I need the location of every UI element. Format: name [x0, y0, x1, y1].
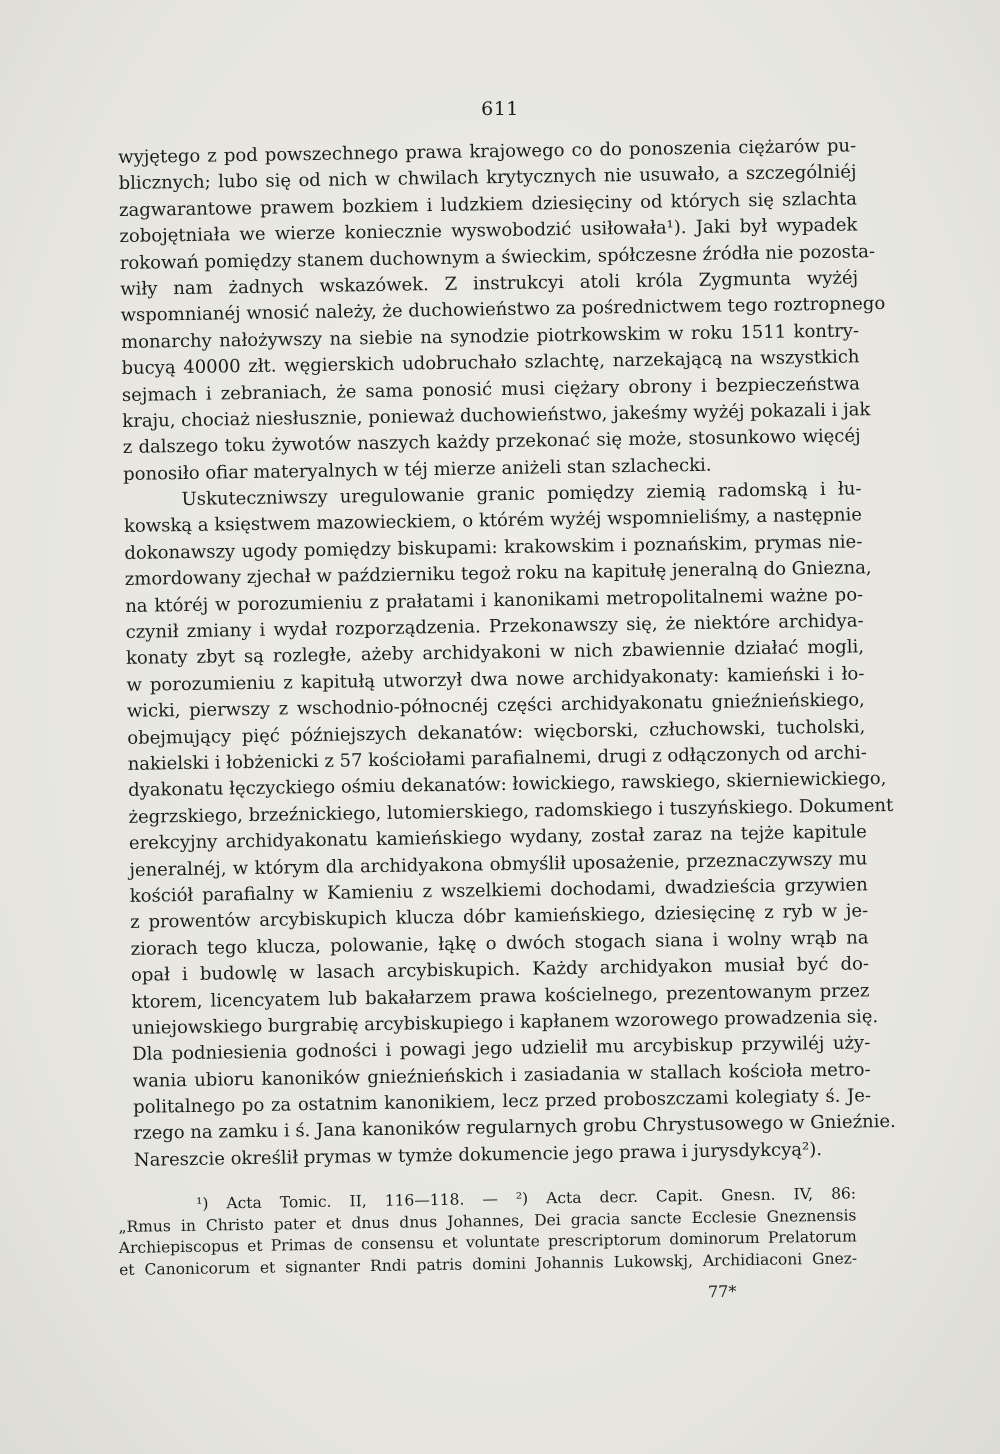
text-line: wyjętego z pod powszechnego prawa krajowego co do ponoszenia ciężarów pu- — [118, 135, 857, 168]
text-line: blicznych; lubo się od nich w chwilach krytycznych nie usuwało, a szczególniéj — [118, 161, 857, 195]
text-line: dokonawszy ugody pomiędzy biskupami: krakowskim i poznańskim, prymas nie- — [124, 531, 863, 564]
text-line: wicki, pierwszy z wschodnio-północnéj części archidyakonatu gnieźnieńskiego, — [126, 689, 865, 723]
text-line: żegrzskiego, brzeźnickiego, lutomierskiego, radomskiego i tuszyńskiego. Dokument — [128, 794, 894, 828]
text-line: czynił zmiany i wydał rozporządzenia. Przekonawszy się, że niektóre archidya- — [125, 610, 864, 643]
footnote-line: Archiepiscopus et Primas de consensu et voluntate prescriptorum dominorum Prelatorum — [118, 1227, 857, 1257]
text-line: konaty zbyt są rozległe, ażeby archidyakoni w nich zbawiennie działać mogli, — [125, 636, 865, 670]
text-line: zobojętniała we wierze koniecznie wyswobodzić usiłowała¹). Jaki był wypadek — [119, 214, 858, 248]
text-line: na któréj w porozumieniu z prałatami i kanonikami metropolitalnemi ważne po- — [125, 583, 864, 617]
text-line: Uskuteczniwszy uregulowanie granic pomiędzy ziemią radomską i łu- — [181, 478, 862, 511]
text-line: Nareszcie określił prymas w tymże dokumencie jego prawa i jurysdykcyą²). — [133, 1138, 823, 1171]
text-line: monarchy nałożywszy na siebie na synodzie piotrkowskim w roku 1511 kontry- — [120, 320, 860, 353]
text-line: zagwarantowe prawem bozkiem i ludzkiem dziesięciny od których się szlachta — [118, 188, 858, 221]
text-line: opał i budowlę w lasach arcybiskupich. Każdy archidyakon musiał być do- — [130, 953, 870, 987]
text-line: Dla podniesienia godności i powagi jego udzielił mu arcybiskup przywiléj uży- — [132, 1032, 871, 1066]
text-line: sejmach i zebraniach, że sama ponosić musi ciężary obrony i bezpieczeństwa — [121, 372, 861, 406]
text-line: ponosiło ofiar materyalnych w téj mierze aniżeli stan szlachecki. — [123, 454, 712, 485]
text-line: obejmujący pięć późniejszych dekanatów: więcborski, człuchowski, tucholski, — [127, 715, 866, 749]
text-line: rokowań pomiędzy stanem duchownym a świeckim, spółczesne źródła nie pozosta- — [119, 240, 876, 274]
text-line: w porozumieniu z kapitułą utworzył dwa nowe archidyakonaty: kamieński i ło- — [126, 663, 865, 696]
text-line: bucyą 40000 złt. węgierskich udobruchało szlachtę, narzekającą na wszystkich — [121, 346, 860, 380]
text-line: z prowentów arcybiskupich klucza dóbr kamieńskiego, dziesięcinę z ryb w je- — [130, 900, 869, 934]
text-line: jeneralnéj, w którym dla archidyakona obmyślił uposażenie, przeznaczywszy mu — [129, 847, 868, 881]
footnote-line: et Canonicorum et signanter Rndi patris domini Johannis Lukowskj, Archidiaconi Gnez- — [119, 1248, 858, 1279]
text-line: wiły nam żadnych wskazówek. Z instrukcyi atoli króla Zygmunta wyżéj — [120, 267, 859, 300]
text-line: wspomnianéj wnosić należy, że duchowieństwo za pośrednictwem tego roztropnego — [120, 293, 886, 327]
text-line: kościół parafialny w Kamieniu z wszelkiemi dochodami, dwadzieścia grzywien — [129, 874, 868, 907]
printer-signature-mark: 77* — [707, 1281, 737, 1302]
main-text-block — [118, 133, 896, 1174]
footnote-line: „Rmus in Christo pater et dnus dnus Johannes, Dei gracia sancte Ecclesie Gneznensis — [118, 1205, 857, 1236]
footnotes-block — [118, 1183, 857, 1281]
text-line: rzego na zamku i ś. Jana kanoników regularnych grobu Chrystusowego w Gnieźnie. — [133, 1111, 896, 1145]
text-line: uniejowskiego burgrabię arcybiskupiego i kapłanem wzorowego prowadzenia się. — [131, 1006, 879, 1039]
text-line: kraju, chociaż niesłusznie, ponieważ duchowieństwo, jakeśmy wyżéj pokazali i jak — [122, 399, 871, 432]
text-line: erekcyjny archidyakonatu kamieńskiego wydany, został zaraz na tejże kapitule — [128, 821, 868, 855]
text-line: kowską a księstwem mazowieckiem, o którém wyżéj wspomnieliśmy, a następnie — [123, 504, 863, 538]
text-line: zmordowany zjechał w październiku tegoż roku na kapitułę jeneralną do Gniezna, — [124, 557, 872, 591]
text-line: dyakonatu łęczyckiego ośmiu dekanatów: łowickiego, rawskiego, skierniewickiego, — [127, 768, 887, 802]
text-line: ktorem, licencyatem lub bakałarzem prawa kościelnego, prezentowanym przez — [131, 979, 870, 1013]
footnote-line: ¹) Acta Tomic. II, 116—118. — ²) Acta decr. Capit. Gnesn. IV, 86: — [196, 1184, 857, 1213]
text-line: nakielski i łobżenicki z 57 kościołami parafialnemi, drugi z odłączonych od archi- — [127, 742, 867, 775]
text-line: ziorach tego klucza, polowanie, łąkę o dwóch stogach siana i wolny wrąb na — [130, 927, 869, 960]
text-line: politalnego po za ostatnim kanonikiem, lecz przed proboszczami kolegiaty ś. Je- — [132, 1085, 872, 1118]
page-number: 611 — [481, 98, 519, 120]
text-line: wania ubioru kanoników gnieźnieńskich i zasiadania w stallach kościoła metro- — [132, 1058, 871, 1092]
text-line: z dalszego toku żywotów naszych każdy przekonać się może, stosunkowo więcéj — [122, 425, 861, 459]
